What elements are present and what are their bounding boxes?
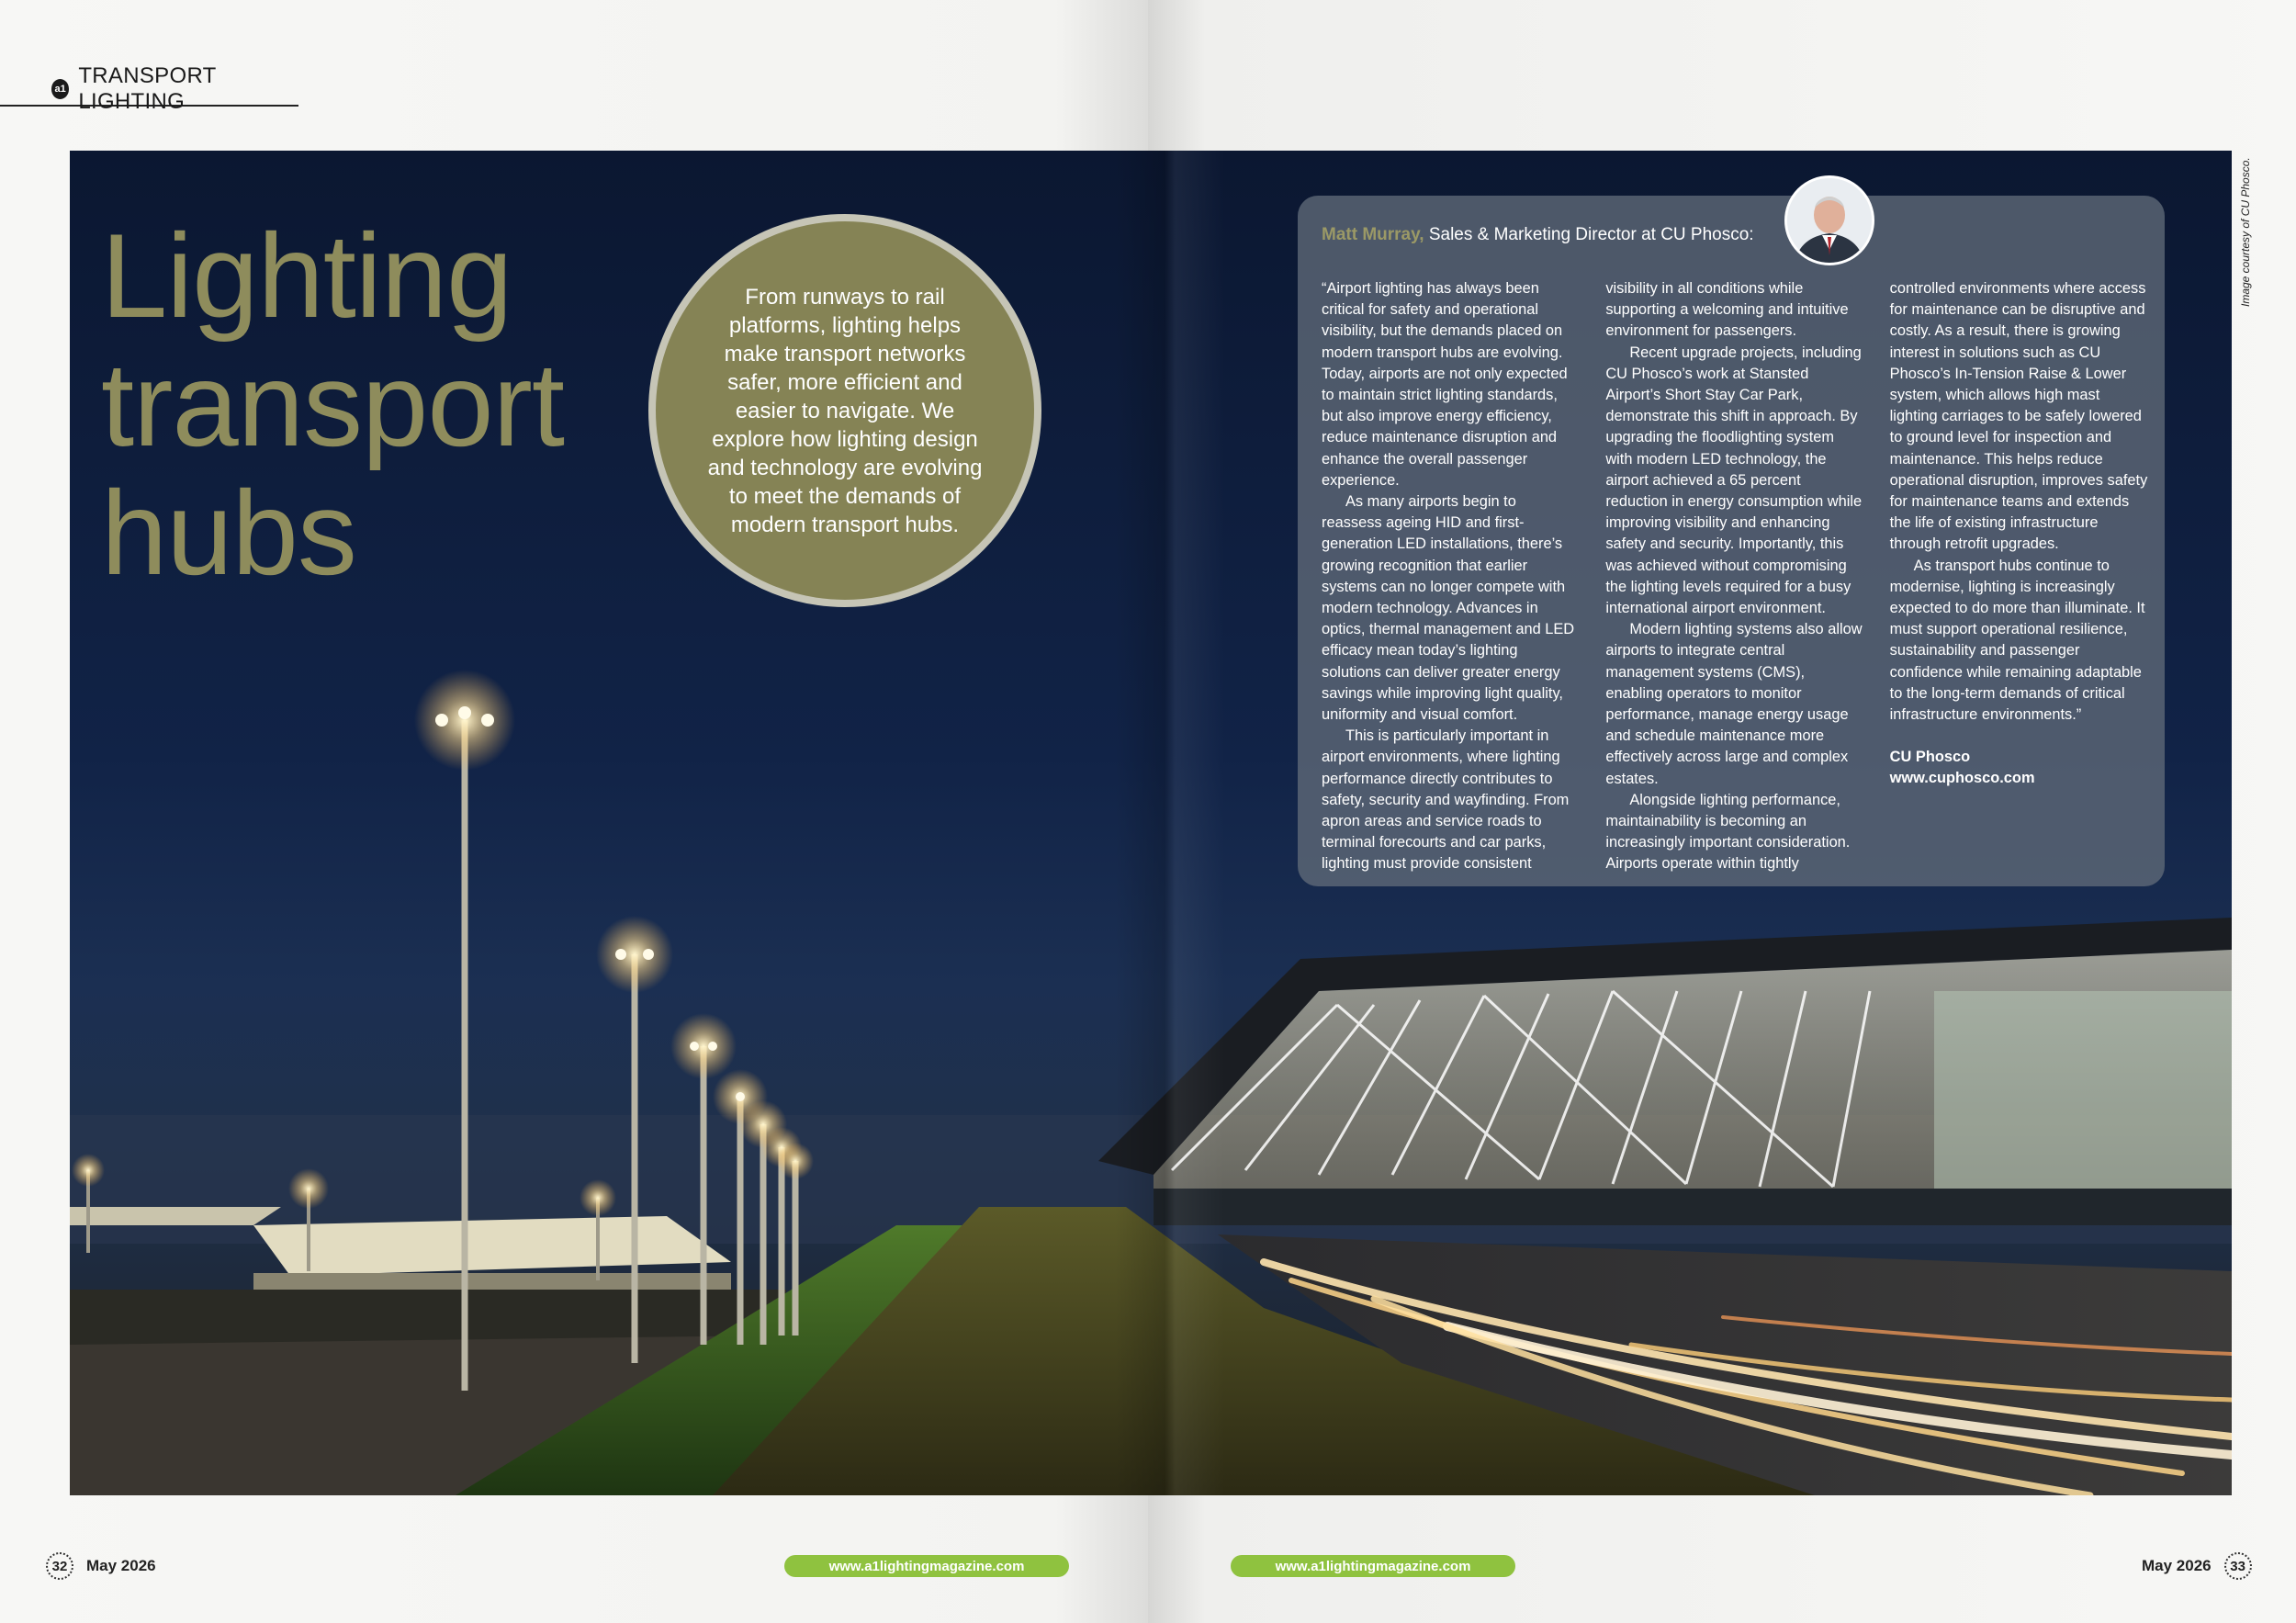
headline-line-3: hubs (101, 466, 356, 600)
quote-person-name: Matt Murray, (1322, 225, 1424, 244)
quote-column-1 (1322, 278, 1580, 875)
website-link-right[interactable]: www.a1lightingmagazine.com (1231, 1555, 1515, 1577)
headline-line-2: transport (101, 337, 565, 471)
website-link-left[interactable]: www.a1lightingmagazine.com (784, 1555, 1069, 1577)
quote-paragraph: Recent upgrade projects, including CU Phosco’s work at Stansted Airport’s Short Stay Car Park, demonstrate this shift in approach. By upgrading the floodlighting system with modern LED technology, the airport achieved a 65 percent reduction in energy consumption while improving visibility and enhancing safety and security. Importantly, this was achieved without compromising the lighting levels required for a busy international airport environment. (1605, 344, 1863, 617)
avatar (1784, 175, 1874, 265)
headline-line-1: Lighting (101, 209, 512, 343)
quote-paragraph: As many airports begin to reassess ageing HID and first-generation LED installations, there’s growing recognition that earlier systems can no longer compete with modern technology. Advances in optics, thermal management and LED efficacy mean today’s lighting solutions can deliver greater energy savings while improving light quality, uniformity and visual comfort. (1322, 493, 1575, 724)
quote-paragraph: “Airport lighting has always been critical for safety and operational visibility, but the demands placed on modern transport hubs are evolving. Today, airports are not only expected to maintain strict lighting standards, but also improve energy efficiency, reduce maintenance disruption and enhance the overall passenger experience. (1322, 280, 1568, 489)
section-label: TRANSPORT LIGHTING (78, 63, 217, 114)
intro-circle (648, 214, 1041, 607)
magazine-logo-icon: a1 (51, 79, 69, 99)
headline (101, 209, 670, 600)
quote-paragraph: visibility in all conditions while supporting a welcoming and intuitive environment for passengers. (1605, 280, 1849, 340)
signature-company: CU Phosco (1889, 749, 1971, 766)
quote-header (1322, 225, 1754, 245)
quote-paragraph: As transport hubs continue to modernise, lighting is increasingly expected to do more than illuminate. It must support operational resilience, sustainability and passenger confidence while remaining adaptable to the long-term demands of critical infrastructure environments.” (1889, 557, 2145, 724)
intro-text: From runways to rail platforms, lighting helps make transport networks safer, more efficient and easier to navigate. We explore how lighting design and technology are evolving to meet the demands of modern transport hubs. (707, 284, 983, 537)
signature-website-link[interactable]: www.cuphosco.com (1889, 770, 2035, 787)
page-number-right: 33 (2224, 1552, 2252, 1580)
issue-date-left: May 2026 (86, 1557, 156, 1574)
folio-right (2142, 1552, 2252, 1580)
image-credit: Image courtesy of CU Phosco. (2239, 157, 2252, 307)
quote-paragraph: Alongside lighting performance, maintainability is becoming an increasingly important consideration. Airports operate within tightly (1605, 791, 1851, 873)
issue-date-right: May 2026 (2142, 1557, 2212, 1574)
quote-paragraph: controlled environments where access for maintenance can be disruptive and costly. As a result, there is growing interest in solutions such as CU Phosco’s In-Tension Raise & Lower system, which allows high mast lighting carriages to be safely lowered to ground level for inspection and maintenance. This helps reduce operational disruption, improves safety for maintenance teams and extends the life of existing infrastructure through retrofit upgrades. (1889, 280, 2148, 553)
page-number-left: 32 (46, 1552, 73, 1580)
quote-column-2 (1605, 278, 1863, 875)
section-tag (0, 63, 298, 114)
quote-paragraph: This is particularly important in airport environments, where lighting performance directly contributes to safety, security and wayfinding. From apron areas and service roads to terminal forecourts and car parks, lighting must provide consistent (1322, 727, 1570, 873)
quote-column-3 (1890, 278, 2148, 875)
folio-left (46, 1552, 156, 1580)
quote-panel (1298, 196, 2165, 886)
quote-paragraph: Modern lighting systems also allow airports to integrate central management systems (CMS), enabling operators to monitor performance, manage energy usage and schedule maintenance more effectively across large and complex estates. (1605, 621, 1863, 787)
quote-person-role: Sales & Marketing Director at CU Phosco: (1424, 225, 1754, 244)
person-portrait-icon (1787, 178, 1872, 263)
quote-columns (1322, 278, 2148, 875)
